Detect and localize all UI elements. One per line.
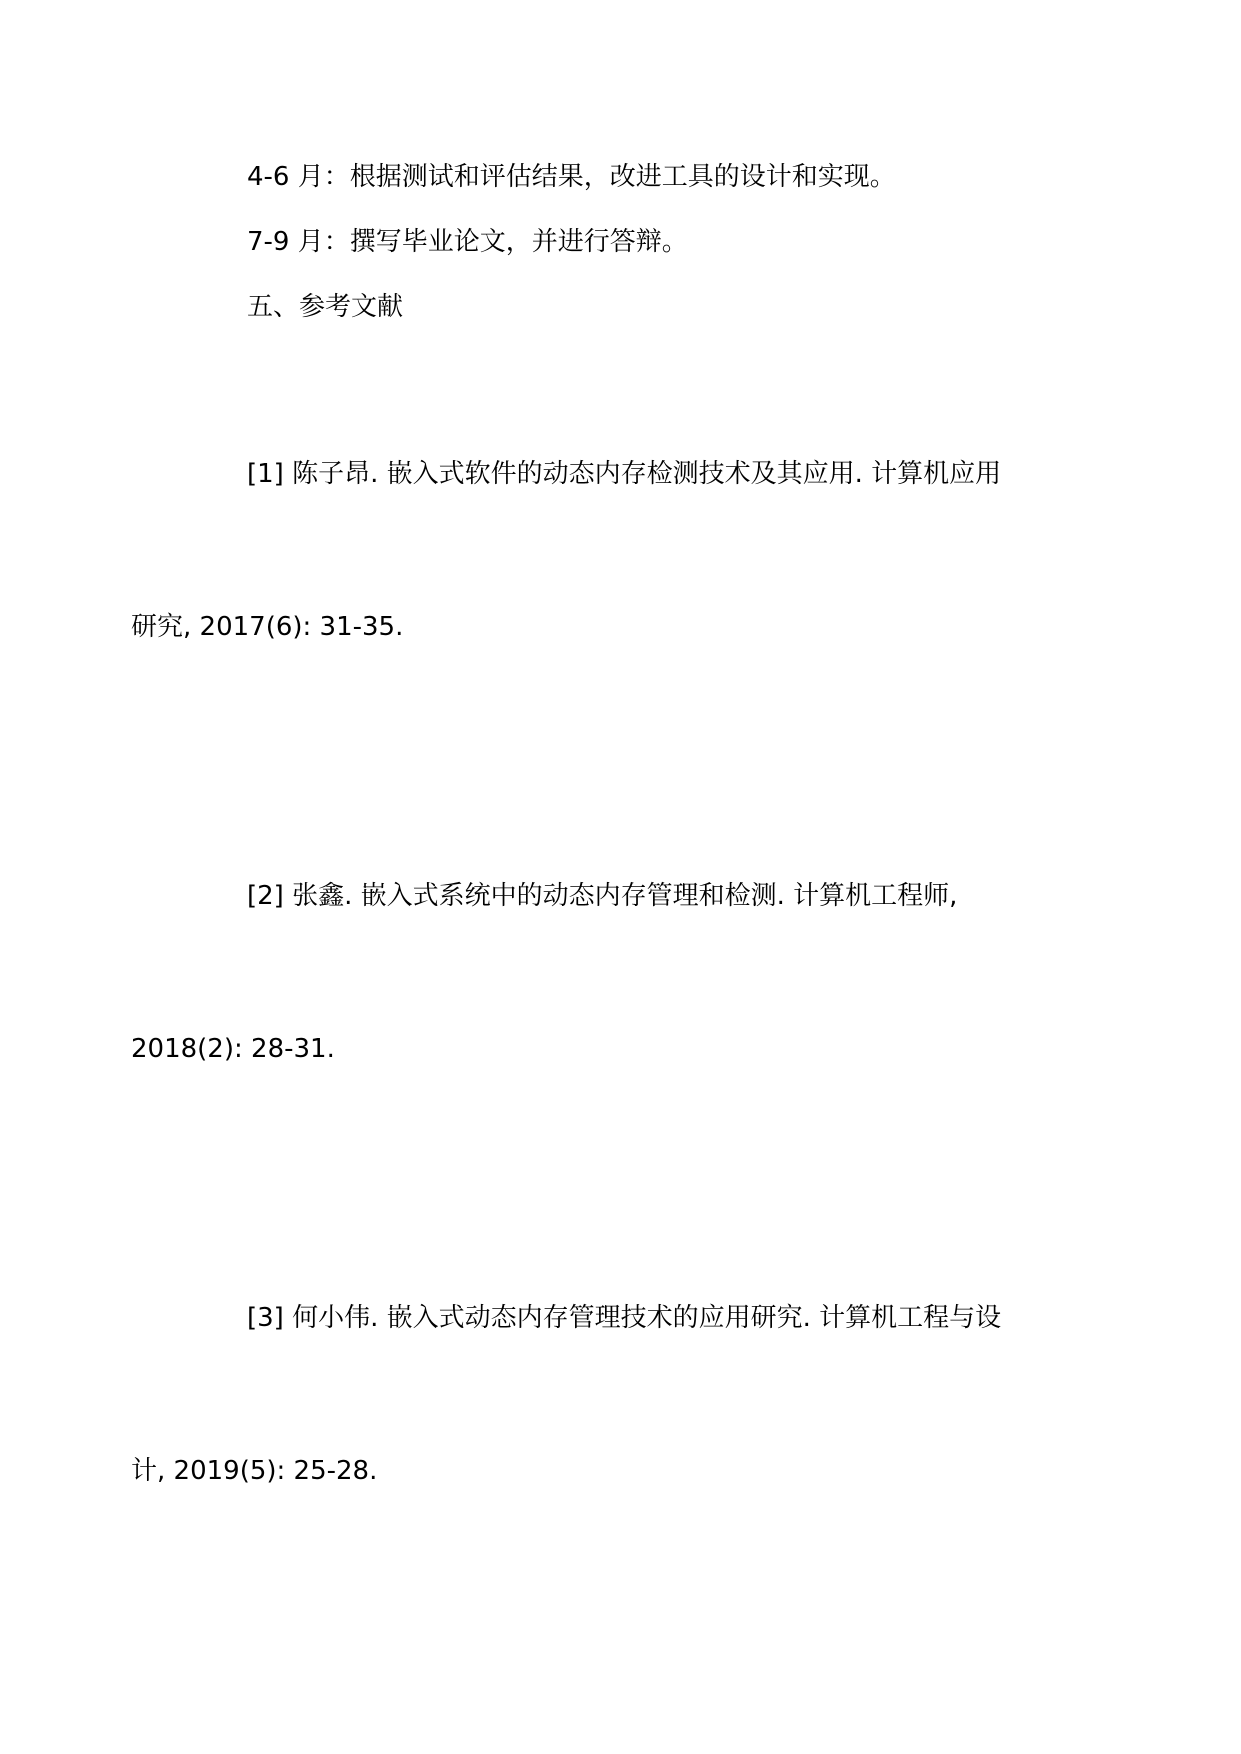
document-body: [131, 152, 1034, 1613]
reference-continuation: 2018(2): 28-31.: [131, 1034, 335, 1064]
reference-item: [131, 769, 1034, 1177]
reference-item: [131, 347, 1034, 755]
reference-line: [2] 张鑫. 嵌入式系统中的动态内存管理和检测. 计算机工程师,: [247, 881, 958, 911]
reference-line: [1] 陈子昂. 嵌入式软件的动态内存检测技术及其应用. 计算机应用: [247, 459, 1002, 489]
section-heading-references: 五、参考文献: [247, 292, 404, 322]
reference-continuation: 计, 2019(5): 25-28.: [131, 1456, 378, 1486]
reference-continuation: 研究, 2017(6): 31-35.: [131, 612, 404, 642]
reference-line: [3] 何小伟. 嵌入式动态内存管理技术的应用研究. 计算机工程与设: [247, 1303, 1002, 1333]
schedule-item-apr-jun: 4-6 月：根据测试和评估结果，改进工具的设计和实现。: [247, 162, 896, 192]
schedule-item-jul-sep: 7-9 月：撰写毕业论文，并进行答辩。: [247, 227, 688, 257]
reference-item: [131, 1191, 1034, 1599]
